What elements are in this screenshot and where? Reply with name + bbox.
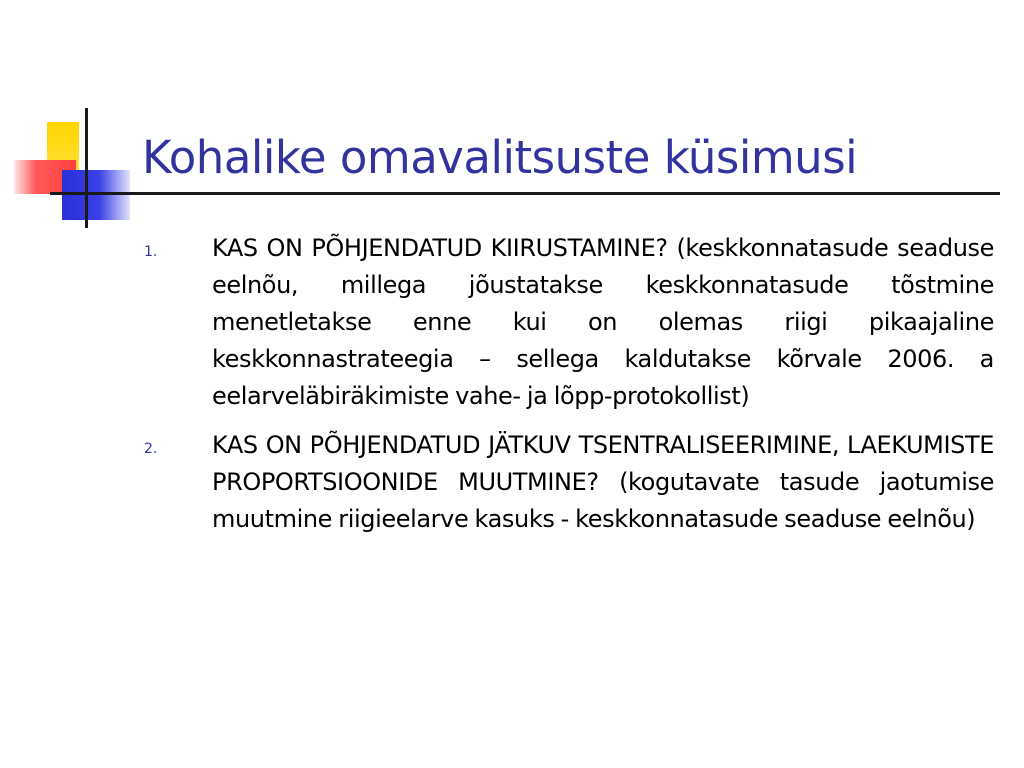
list-item-text: KAS ON PÕHJENDATUD KIIRUSTAMINE? (keskkonnatasude seaduse eelnõu, millega jõustatakse keskkonnatasude tõstmine menetletakse enne kui on olemas riigi pikaajaline keskkonnastrateegia – sellega kaldutakse kõrvale 2006. a eelarveläbiräkimiste vahe- ja lõpp-protokollist) [212,234,994,410]
logo-vertical-line [85,108,88,228]
slide-logo [0,100,140,230]
list-item [130,427,994,538]
title-divider [82,192,1000,195]
list-item-number: 1. [144,244,158,260]
list-item-number: 2. [144,441,158,457]
numbered-list [130,230,994,550]
slide-title: Kohalike omavalitsuste küsimusi [142,131,858,184]
logo-blue-square [62,170,130,220]
list-item [130,230,994,415]
list-item-text: KAS ON PÕHJENDATUD JÄTKUV TSENTRALISEERIMINE, LAEKUMISTE PROPORTSIOONIDE MUUTMINE? (kogutavate tasude jaotumise muutmine riigieelarve kasuks - keskkonnatasude seaduse eelnõu) [212,431,994,533]
